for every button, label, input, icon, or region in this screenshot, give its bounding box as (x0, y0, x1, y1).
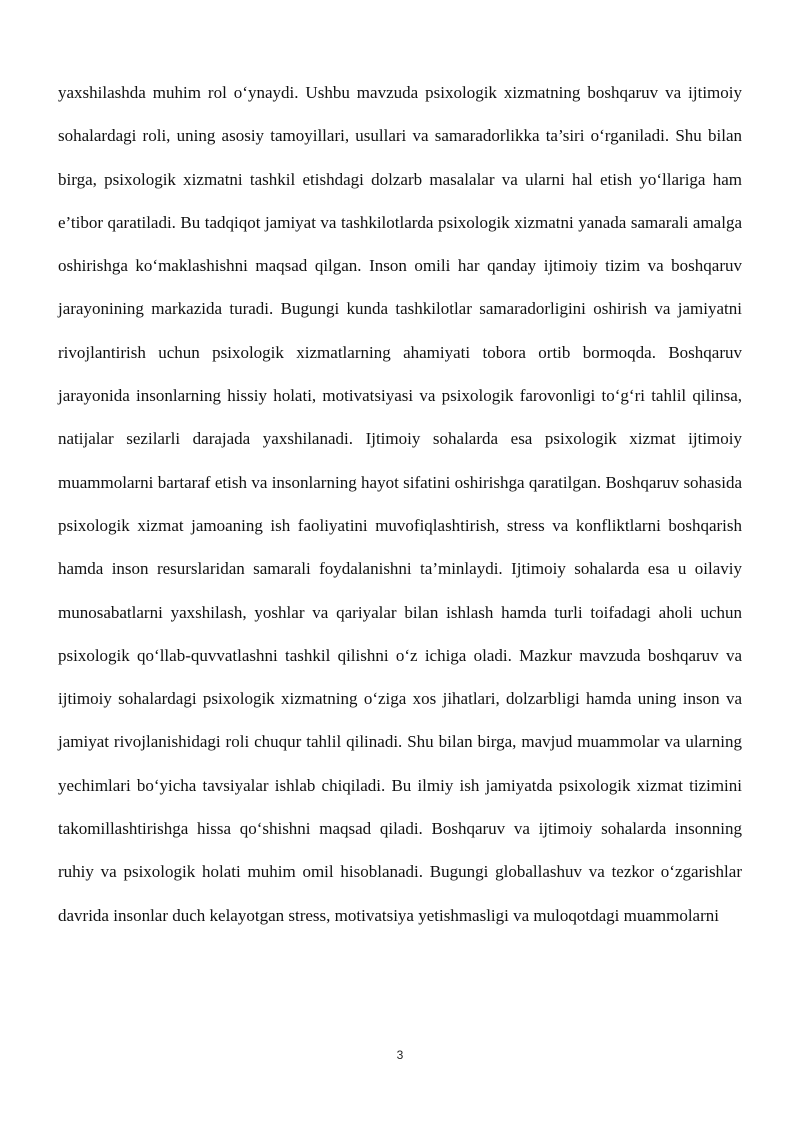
page-number: 3 (396, 1048, 404, 1062)
body-paragraph: yaxshilashda muhim rol o‘ynaydi. Ushbu mavzuda psixologik xizmatning boshqaruv va ijtimoiy sohalardagi roli, uning asosiy tamoyillari, usullari va samaradorlikka ta’siri o‘rganiladi. Shu bilan birga, psixologik xizmatni tashkil etishdagi dolzarb masalalar va ularni hal etish yo‘llariga ham e’tibor qaratiladi. Bu tadqiqot jamiyat va tashkilotlarda psixologik xizmatni yanada samarali amalga oshirishga ko‘maklashishni maqsad qilgan. Inson omili har qanday ijtimoiy tizim va boshqaruv jarayonining markazida turadi. Bugungi kunda tashkilotlar samaradorligini oshirish va jamiyatni rivojlantirish uchun psixologik xizmatlarning ahamiyati tobora ortib bormoqda. Boshqaruv jarayonida insonlarning hissiy holati, motivatsiyasi va psixologik farovonligi to‘g‘ri tahlil qilinsa, natijalar sezilarli darajada yaxshilanadi. Ijtimoiy sohalarda esa psixologik xizmat ijtimoiy muammolarni bartaraf etish va insonlarning hayot sifatini oshirishga qaratilgan. Boshqaruv sohasida psixologik xizmat jamoaning ish faoliyatini muvofiqlashtirish, stress va konfliktlarni boshqarish hamda inson resurslaridan samarali foydalanishni ta’minlaydi. Ijtimoiy sohalarda esa u oilaviy munosabatlarni yaxshilash, yoshlar va qariyalar bilan ishlash hamda turli toifadagi aholi uchun psixologik qo‘llab-quvvatlashni tashkil qilishni o‘z ichiga oladi. Mazkur mavzuda boshqaruv va ijtimoiy sohalardagi psixologik xizmatning o‘ziga xos jihatlari, dolzarbligi hamda uning inson va jamiyat rivojlanishidagi roli chuqur tahlil qilinadi. Shu bilan birga, mavjud muammolar va ularning yechimlari bo‘yicha tavsiyalar ishlab chiqiladi. Bu ilmiy ish jamiyatda psixologik xizmat tizimini takomillashtirishga hissa qo‘shishni maqsad qiladi. Boshqaruv va ijtimoiy sohalarda insonning ruhiy va psixologik holati muhim omil hisoblanadi. Bugungi globallashuv va tezkor o‘zgarishlar davrida insonlar duch kelayotgan stress, motivatsiya yetishmasligi va muloqotdagi muammolarni (58, 83, 742, 925)
